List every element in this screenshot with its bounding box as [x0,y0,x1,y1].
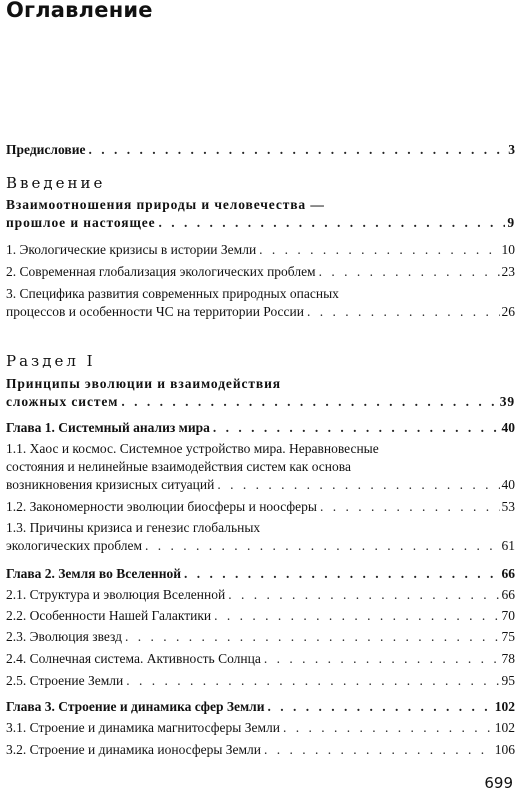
toc-entry-title: 2.5. Строение Земли [6,673,124,688]
toc-entry-page: 23 [501,264,515,279]
dot-leader [283,720,493,736]
toc-entry-2-2[interactable] [6,608,515,624]
toc-entry-page: 39 [499,394,515,409]
toc-entry-title: 3.1. Строение и динамика магнитосферы Земли [6,720,280,735]
toc-entry-1-2[interactable] [6,499,515,515]
toc-entry-page: 66 [501,566,515,581]
toc-entry-title: возникновения кризисных ситуаций [6,477,215,492]
toc-entry-title: экологических проблем [6,538,143,553]
toc-entry-title: 2.1. Структура и эволюция Вселенной [6,587,226,602]
dot-leader [268,699,493,715]
toc-entry-page: 40 [501,477,515,492]
toc-entry-intro-1[interactable] [6,242,515,258]
toc-entry-1-3-line1: 1.3. Причины кризиса и генезис глобальных [6,520,261,535]
toc-entry-page: 102 [494,699,515,714]
dot-leader [121,394,497,410]
toc-entry-page: 75 [501,629,515,644]
toc-entry-1-3[interactable] [6,538,515,554]
toc-entry-title: Глава 2. Земля во Вселенной [6,566,181,581]
toc-entry-page: 102 [494,720,515,735]
dot-leader [126,673,499,689]
toc-entry-chapter3[interactable] [6,699,515,715]
section-heading-intro: Введение [6,174,106,192]
dot-leader [320,499,500,515]
toc-entry-title: 2.3. Эволюция звезд [6,629,122,644]
toc-entry-page: 53 [501,499,515,514]
toc-entry-title: Предисловие [6,142,86,157]
page-title: Оглавление [6,0,153,22]
toc-entry-page: 10 [501,242,515,257]
toc-entry-3-2[interactable] [6,742,515,758]
toc-entry-page: 40 [501,420,515,435]
toc-entry-page: 66 [501,587,515,602]
dot-leader [217,477,499,493]
page-number: 699 [484,774,513,792]
toc-entry-title: прошлое и настоящее [6,215,156,230]
toc-entry-2-1[interactable] [6,587,515,603]
toc-entry-page: 9 [507,215,515,230]
dot-leader [264,651,500,667]
toc-entry-chapter2[interactable] [6,566,515,582]
toc-entry-1-1-line1: 1.1. Хаос и космос. Системное устройство мира. Неравновесные [6,441,379,456]
toc-entry-preface[interactable] [6,142,515,158]
dot-leader [264,742,493,758]
toc-entry-page: 95 [501,673,515,688]
dot-leader [125,629,500,645]
toc-entry-title: 2. Современная глобализация экологических проблем [6,264,316,279]
toc-entry-2-5[interactable] [6,673,515,689]
toc-entry-part1[interactable] [6,394,515,410]
toc-entry-title: 2.4. Солнечная система. Активность Солнца [6,651,261,666]
toc-entry-page: 70 [501,608,515,623]
dot-leader [214,608,499,624]
toc-entry-page: 78 [501,651,515,666]
dot-leader [228,587,499,603]
toc-entry-1-1-line2: состояния и нелинейные взаимодействия систем как основа [6,459,351,474]
section-heading-part1: Раздел I [6,352,96,370]
toc-entry-title: процессов и особенности ЧС на территории России [6,304,304,319]
toc-entry-intro[interactable] [6,215,515,231]
toc-entry-chapter1[interactable] [6,420,515,436]
toc-entry-intro-3-line1: 3. Специфика развития современных природных опасных [6,286,339,301]
dot-leader [88,142,506,158]
toc-entry-3-1[interactable] [6,720,515,736]
toc-entry-title: сложных систем [6,394,119,409]
toc-entry-title: 1.2. Закономерности эволюции биосферы и ноосферы [6,499,317,514]
toc-entry-title: 3.2. Строение и динамика ионосферы Земли [6,742,262,757]
toc-entry-1-1[interactable] [6,477,515,493]
toc-entry-title: 2.2. Особенности Нашей Галактики [6,608,212,623]
dot-leader [319,264,500,280]
part1-title-line1: Принципы эволюции и взаимодействия [6,376,281,391]
toc-entry-page: 3 [508,142,515,157]
dot-leader [307,304,500,320]
toc-entry-2-3[interactable] [6,629,515,645]
toc-entry-page: 26 [501,304,515,319]
toc-entry-page: 61 [501,538,515,553]
toc-entry-title: Глава 1. Системный анализ мира [6,420,210,435]
dot-leader [184,566,500,582]
dot-leader [159,215,506,231]
dot-leader [259,242,499,258]
dot-leader [145,538,499,554]
dot-leader [213,420,500,436]
toc-entry-intro-3[interactable] [6,304,515,320]
toc-entry-2-4[interactable] [6,651,515,667]
toc-entry-page: 106 [494,742,515,757]
toc-entry-intro-2[interactable] [6,264,515,280]
toc-entry-title: Глава 3. Строение и динамика сфер Земли [6,699,265,714]
intro-title-line1: Взаимоотношения природы и человечества — [6,197,325,212]
toc-entry-title: 1. Экологические кризисы в истории Земли [6,242,257,257]
